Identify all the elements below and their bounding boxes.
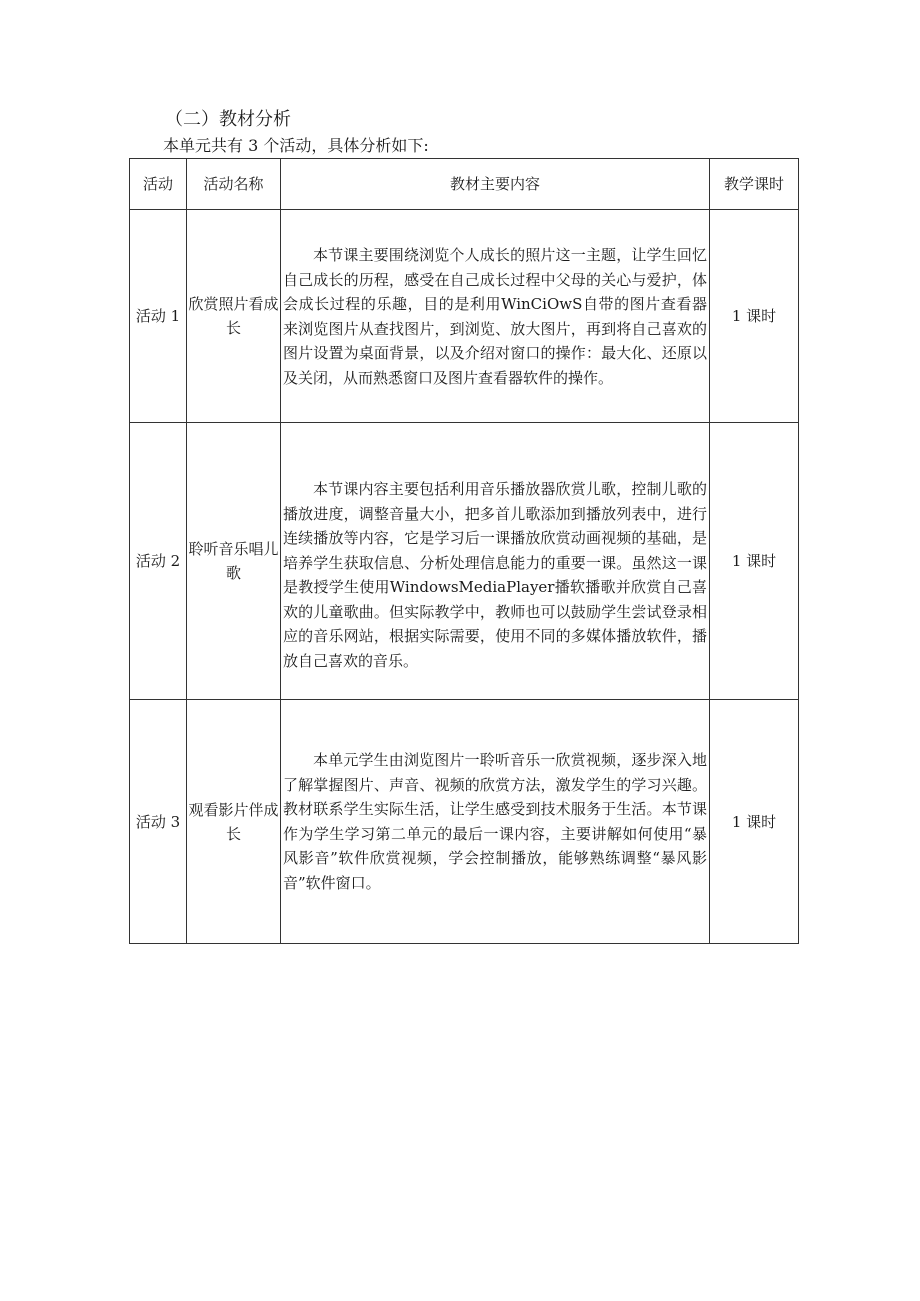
row-hours: 1 课时	[710, 423, 799, 700]
header-main-content: 教材主要内容	[281, 159, 710, 210]
table-row	[130, 423, 799, 700]
row-activity-name: 欣赏照片看成长	[187, 210, 281, 423]
row-activity: 活动 3	[130, 700, 187, 944]
row-content: 本节课主要围绕浏览个人成长的照片这一主题，让学生回忆自己成长的历程，感受在自己成长过程中父母的关心与爱护，体会成长过程的乐趣，目的是利用WinCiOwS自带的图片查看器来浏览图片从查找图片，到浏览、放大图片，再到将自己喜欢的图片设置为桌面背景，以及介绍对窗口的操作：最大化、还原以及关闭，从而熟悉窗口及图片查看器软件的操作。	[283, 246, 707, 387]
row-activity-name: 聆听音乐唱儿歌	[187, 423, 281, 700]
row-activity: 活动 1	[130, 210, 187, 423]
header-class-hours: 教学课时	[710, 159, 799, 210]
row-content-cell	[281, 210, 710, 423]
row-content-cell	[281, 423, 710, 700]
row-content: 本单元学生由浏览图片一聆听音乐一欣赏视频，逐步深入地了解掌握图片、声音、视频的欣赏方法，激发学生的学习兴趣。教材联系学生实际生活，让学生感受到技术服务于生活。本节课作为学生学习第二单元的最后一课内容，主要讲解如何使用“暴风影音”软件欣赏视频，学会控制播放，能够熟练调整“暴风影音”软件窗口。	[283, 751, 707, 892]
row-hours: 1 课时	[710, 210, 799, 423]
header-activity-name: 活动名称	[187, 159, 281, 210]
intro-text: 本单元共有 3 个活动，具体分析如下:	[163, 136, 429, 155]
analysis-table	[129, 158, 799, 944]
row-content-cell	[281, 700, 710, 944]
row-activity: 活动 2	[130, 423, 187, 700]
row-activity-name: 观看影片伴成长	[187, 700, 281, 944]
table-row	[130, 210, 799, 423]
section-heading: （二）教材分析	[165, 109, 291, 130]
table-header-row	[130, 159, 799, 210]
table-row	[130, 700, 799, 944]
row-hours: 1 课时	[710, 700, 799, 944]
row-content: 本节课内容主要包括利用音乐播放器欣赏儿歌，控制儿歌的播放进度，调整音量大小，把多首儿歌添加到播放列表中，进行连续播放等内容，它是学习后一课播放欣赏动画视频的基础，是培养学生获取信息、分析处理信息能力的重要一课。虽然这一课是教授学生使用WindowsMediaPlayer播软播歌并欣赏自己喜欢的儿童歌曲。但实际教学中，教师也可以鼓励学生尝试登录相应的音乐网站，根据实际需要，使用不同的多媒体播放软件，播放自己喜欢的音乐。	[283, 480, 707, 670]
header-activity: 活动	[130, 159, 187, 210]
